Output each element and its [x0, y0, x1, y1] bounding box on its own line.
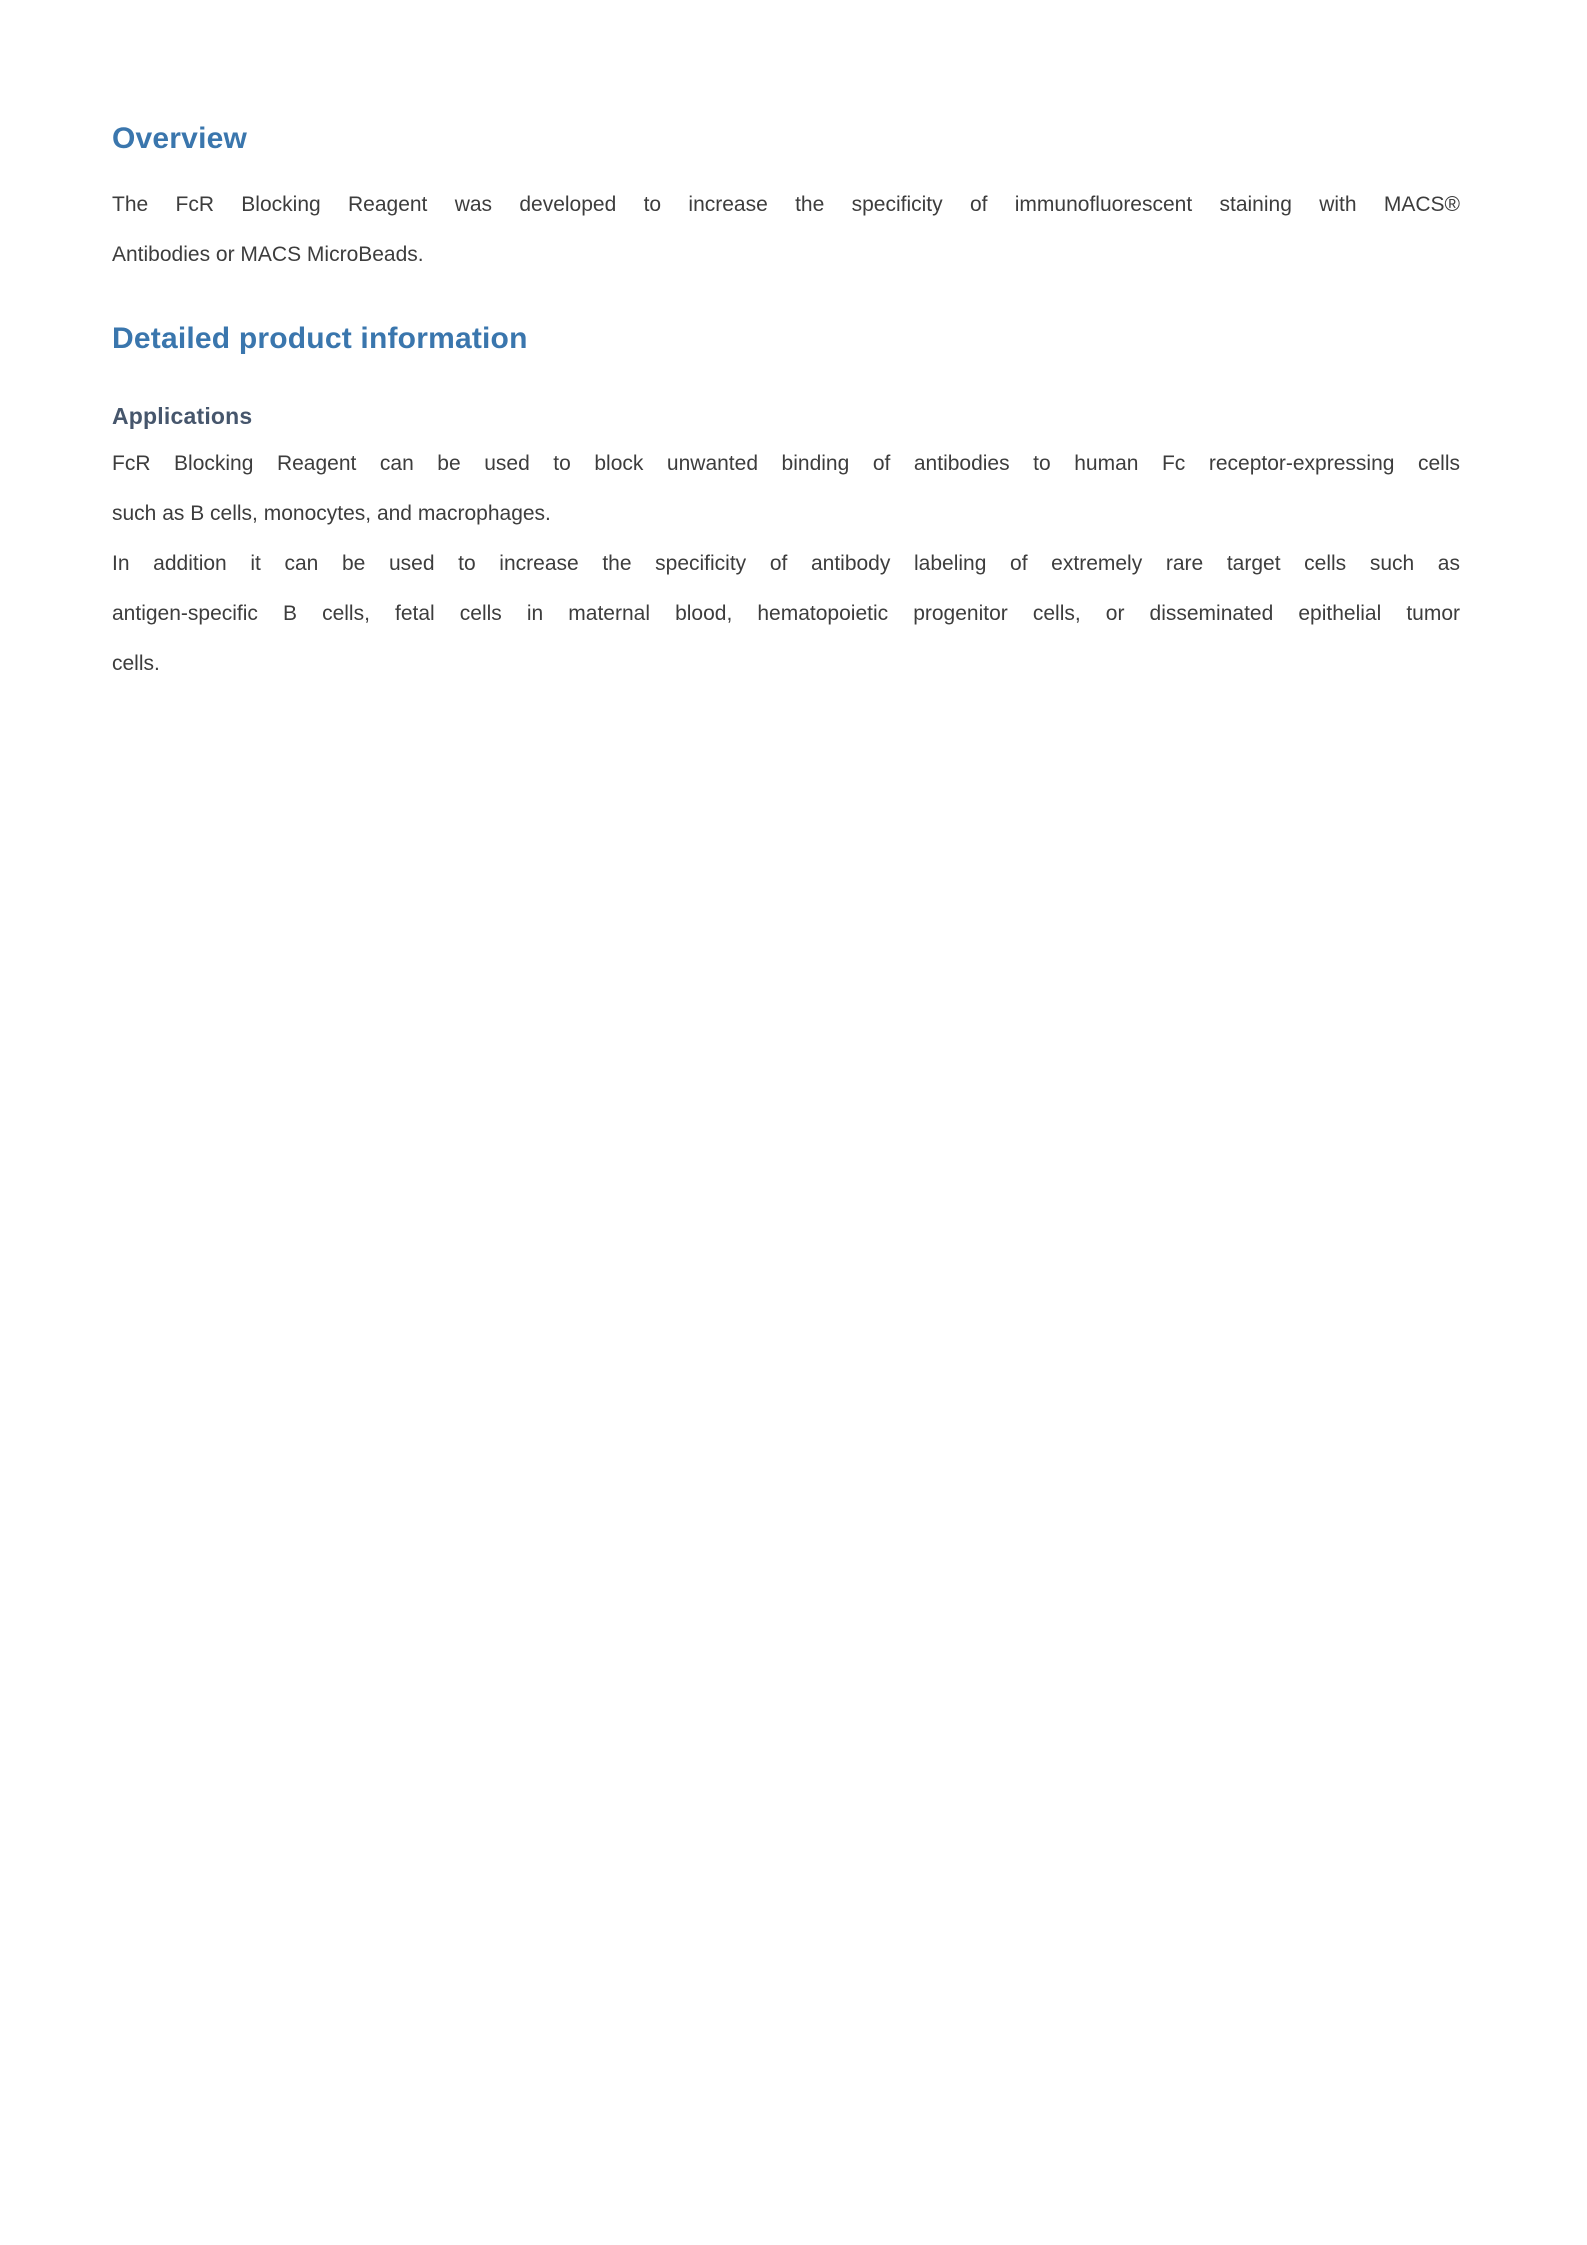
detailed-product-information-heading: Detailed product information: [112, 322, 528, 355]
page-content: [0, 0, 1587, 689]
applications-paragraph-line: antigen-specific B cells, fetal cells in maternal blood, hematopoietic progenitor cells, or disseminated epithelial tumor: [112, 602, 1460, 625]
overview-paragraph: [112, 180, 1460, 280]
applications-paragraph-line: such as B cells, monocytes, and macrophages.: [112, 502, 551, 525]
applications-paragraph-line: FcR Blocking Reagent can be used to block unwanted binding of antibodies to human Fc receptor-expressing cells: [112, 452, 1460, 475]
applications-subheading: Applications: [112, 403, 253, 429]
applications-paragraph-line: cells.: [112, 652, 160, 675]
overview-paragraph-line: The FcR Blocking Reagent was developed to increase the specificity of immunofluorescent staining with MACS®: [112, 193, 1460, 216]
applications-paragraph-line: In addition it can be used to increase the specificity of antibody labeling of extremely rare target cells such as: [112, 552, 1460, 575]
overview-paragraph-line: Antibodies or MACS MicroBeads.: [112, 243, 424, 266]
applications-paragraph: [112, 439, 1460, 689]
overview-heading: Overview: [112, 122, 248, 155]
